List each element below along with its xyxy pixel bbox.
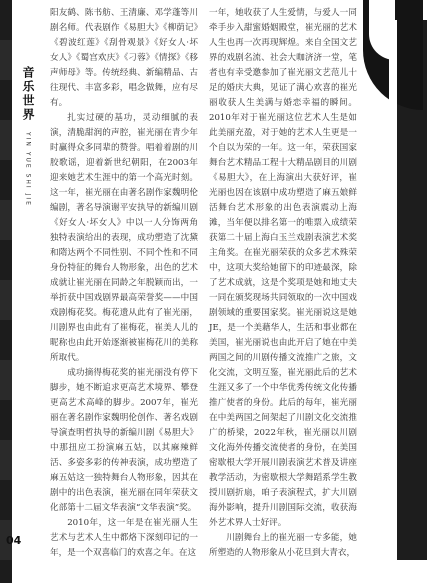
page-number: 04 bbox=[6, 534, 22, 547]
left-edge-bar bbox=[0, 0, 12, 583]
text-column-left bbox=[50, 6, 198, 561]
paragraph: 川剧舞台上的崔光丽一专多能，她所塑造的人物形象从小花旦到大青衣， bbox=[209, 533, 357, 558]
paragraph: 成功摘得梅花奖的崔光丽没有停下脚步，她不断追求更高艺术境界、攀登更高艺术高峰的脚步。2007年，崔光丽在著名剧作家魏明伦创作、著名戏剧导演查明哲执导的新编川剧《易胆大》中那扭应工扮演麻五姑，以其麻辣鲜活、多姿多彩的传神表演，成功塑造了麻五姑这一独特舞台人物形象，因其在剧中的出色表演，崔光丽在同年荣获文化部第十二届文华表演“文华表演”奖。 bbox=[50, 368, 198, 513]
paragraph: 扎实过硬的基功，灵动细腻的表演，清脆甜润的声腔，崔光丽在青少年时赢得众多同辈的赞誉。唱着着剧的川胶歌谣，迎着新世纪朝阳，在2003年迎来她艺术生涯中的第一个高光时刻。这一年，崔光丽在由著名剧作家魏明伦编剧，著名导演谢平安执导的新编川剧《好女人·坏女人》中以一人分饰两角独特表演给出的表现，成功塑造了沈黛和隋达两个不同性别、不同个性和不同身份特征的舞台人物形象，出色的艺术成就让崔光丽在同龄之年脱颖而出，一举折获中国戏剧界最高荣誉奖——中国戏剧梅花奖。梅花遗从此有了崔光丽，川剧界也由此有了崔梅花，崔美人儿的昵称也由此开始逐渐被崔梅花川的美称所取代。 bbox=[50, 113, 198, 363]
text-column-right bbox=[209, 6, 357, 561]
paragraph: 一年，她收获了人生爱情，与爱人一同牵手步入甜蜜婚姻殿堂，崔光丽的艺术人生也再一次再现辉煌。来自全国文艺界的戏剧名流、社会大咖济济一堂，笔者也有幸受邀参加了崔光丽文艺范儿十足的婚庆大典，见证了满心欢喜的崔光丽收获人生美满与婚恋幸福的瞬间。2010年对于崔光丽这位艺术人生是如此美丽充盈，对于她的艺术人生更是一个自以为荣的一年。这一年，荣获国家舞台艺术精品工程十大精品剧目的川剧《易胆大》，在上海演出大获好评，崔光丽也因在该剧中成功塑造了麻五娘鲜活舞台艺术形象的出色表演震动上海滩，当年便以排名第一的唯票入成绩荣获第二十届上海白玉兰戏剧表演艺术奖主角奖。在崔光丽荣获的众多艺术殊荣中，这项大奖给她留下的印迹最深，除了艺术成就，这是个奖项是她和地丈夫一同在颁奖现场共同领取的一次中国戏剧领域的重要国家奖。崔光丽说这是她JE，是一个美藉华人，生活和事业都在美国，崔光丽说也由此开启了她在中美两国之间的川剧传播文流推广之旅，文化交流，文明互鉴，崔光丽此后的艺术生涯又多了一个中华优秀传统文化传播推广使者的身份。此后的每年，崔光丽在中美两国之间架起了川剧文化交流推广的桥梁，2022年秋，崔光丽以川剧文化海外传播交流使者的身份，在美国密歇根大学开展川剧表演艺术普及讲座教学活动，为密歇根大学舞蹈系学生教授川剧折扇，咱子表演程式，扩大川剧海外影响，提升川剧国际交流，收获海外艺术界人士好评。 bbox=[209, 8, 357, 528]
left-edge-stripe bbox=[0, 0, 12, 583]
paragraph: 阳友鹤、陈书舫、王清廉、邓学蓬等川剧名师。代表剧作《易胆大》《柳荫记》《碧波红莲》《刮骨观景》《好女人·坏女人》《蜀宫欢庆》《刁蓉》《情探》《移声师母》等。传统经典、新编精品、古往现代、丰富多彩，唱念做舞，应有尽有。 bbox=[50, 8, 198, 108]
right-decoration bbox=[363, 0, 427, 583]
section-pinyin: YIN YUE SHI JIE bbox=[24, 132, 32, 207]
paragraph: 2010年，这一年是在崔光丽人生艺术与艺术人生中都烙下深刻印记的一年，是一个双喜临门的欢喜之年。在这 bbox=[50, 518, 198, 558]
section-header bbox=[19, 66, 37, 207]
section-title: 音乐世界 bbox=[21, 66, 35, 122]
right-gap-line bbox=[389, 20, 397, 520]
